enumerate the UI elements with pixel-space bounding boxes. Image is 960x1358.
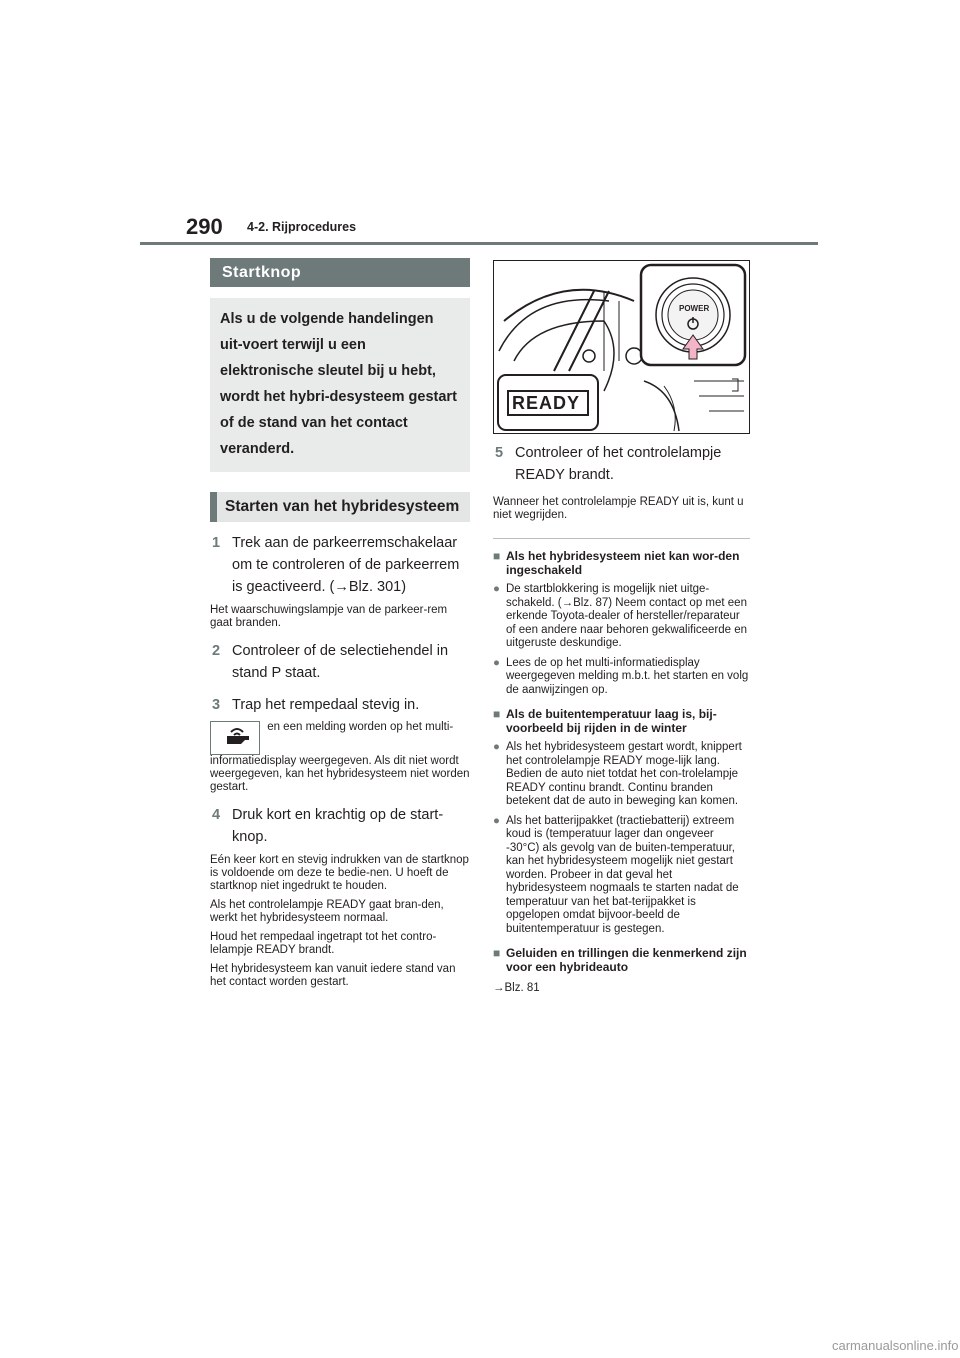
step-note [210, 721, 470, 794]
watermark: carmanualsonline.info [832, 1338, 959, 1353]
step-4 [210, 804, 470, 848]
step-note: Het waarschuwingslampje van de parkeer-rem gaat branden. [210, 604, 448, 629]
section-title-bar: Startknop [210, 258, 470, 287]
separator [493, 538, 750, 539]
power-label: POWER [679, 304, 710, 313]
step-3 [210, 694, 470, 716]
step-5 [493, 442, 750, 486]
round-bullet-icon: ● [493, 814, 500, 827]
info-heading: ■ Als de buitentemperatuur laag is, bij-voorbeeld bij rijden in de winter [493, 707, 717, 735]
subsection-title: Starten van het hybridesysteem [210, 492, 470, 522]
step-number: 5 [495, 445, 504, 461]
step-number: 2 [212, 643, 221, 659]
info-bullet: ● Als het batterijpakket (tractiebatterij) extreem koud is (temperatuur lager dan ongeveer -30°C) als gevolg van de buiten-temperatuur, kan het hybridesysteem mogelijk niet gestart worden. Probeer in dat geval het hybridesysteem nogmaals te starten nadat de temperatuur van het bat-terijpakket is opgelopen omdat bijvoor-beeld de buitentemperatuur is gestegen. [493, 814, 739, 935]
dashboard-illustration [493, 260, 750, 434]
round-bullet-icon: ● [493, 656, 500, 669]
step-text: Controleer of het controlelampje READY brandt. [515, 445, 722, 483]
info-heading: ■ Als het hybridesysteem niet kan wor-den ingeschakeld [493, 549, 740, 577]
left-column [210, 258, 470, 989]
step-note: Houd het rempedaal ingetrapt tot het contro-lelampje READY brandt. [210, 931, 437, 956]
step-number: 3 [212, 697, 221, 713]
note-text: en een melding worden op het multi-informatiedisplay weergegeven. Als dit niet wordt weergegeven, kan het hybridesysteem niet worden gestart. [210, 721, 470, 793]
square-bullet-icon: ■ [493, 549, 501, 563]
square-bullet-icon: ■ [493, 946, 501, 960]
square-bullet-icon: ■ [493, 707, 501, 721]
right-column [493, 260, 750, 996]
info-bullet: ● Als het hybridesysteem gestart wordt, knippert het controlelampje READY moge-lijk lang. Bedien de auto niet totdat het con-trolelampje READY continu brandt. Continu branden betekent dat de auto in beweging kan komen. [493, 741, 742, 807]
step-note: Eén keer kort en stevig indrukken van de startknop is voldoende om deze te bedie-nen. U hoeft de startknop niet ingedrukt te houden. [210, 854, 469, 892]
step-text: Trek aan de parkeerremschakelaar om te controleren of de parkeerrem is geactiveerd. (→Blz. 301) [232, 535, 460, 595]
step-2 [210, 640, 470, 684]
info-heading: ■ Geluiden en trillingen die kenmerkend zijn voor een hybrideauto [493, 946, 747, 974]
ready-label: READY [512, 393, 581, 413]
header-rule [140, 242, 818, 245]
page-reference: →Blz. 81 [493, 982, 540, 994]
step-number: 1 [212, 535, 221, 551]
intro-box: Als u de volgende handelingen uit-voert terwijl u een elektronische sleutel bij u hebt, wordt het hybri-desysteem gestart of de stand van het contact veranderd. [210, 298, 470, 472]
info-bullet: ● Lees de op het multi-informatiedisplay weergegeven melding m.b.t. het starten en volg de aanwijzingen op. [493, 656, 749, 696]
step-note: Het hybridesysteem kan vanuit iedere stand van het contact worden gestart. [210, 963, 456, 988]
step-text: Druk kort en krachtig op de start-knop. [232, 807, 444, 845]
section-reference: 4-2. Rijprocedures [247, 220, 357, 234]
step-note: Als het controlelampje READY gaat bran-den, werkt het hybridesysteem normaal. [210, 899, 444, 924]
step-text: Controleer of de selectiehendel in stand P staat. [232, 643, 449, 681]
round-bullet-icon: ● [493, 741, 500, 753]
page-number: 290 [186, 214, 223, 239]
smart-key-icon [210, 721, 260, 755]
step-text: Trap het rempedaal stevig in. [232, 697, 420, 713]
info-bullet: ● De startblokkering is mogelijk niet uitge-schakeld. (→Blz. 87) Neem contact op met een erkende Toyota-dealer of hersteller/reparateur of een andere naar behoren gekwalificeerde en uitgeruste deskundige. [493, 583, 748, 649]
step-1 [210, 532, 470, 598]
round-bullet-icon: ● [493, 583, 500, 595]
step-number: 4 [212, 807, 221, 823]
step-note: Wanneer het controlelampje READY uit is, kunt u niet wegrijden. [493, 496, 744, 521]
